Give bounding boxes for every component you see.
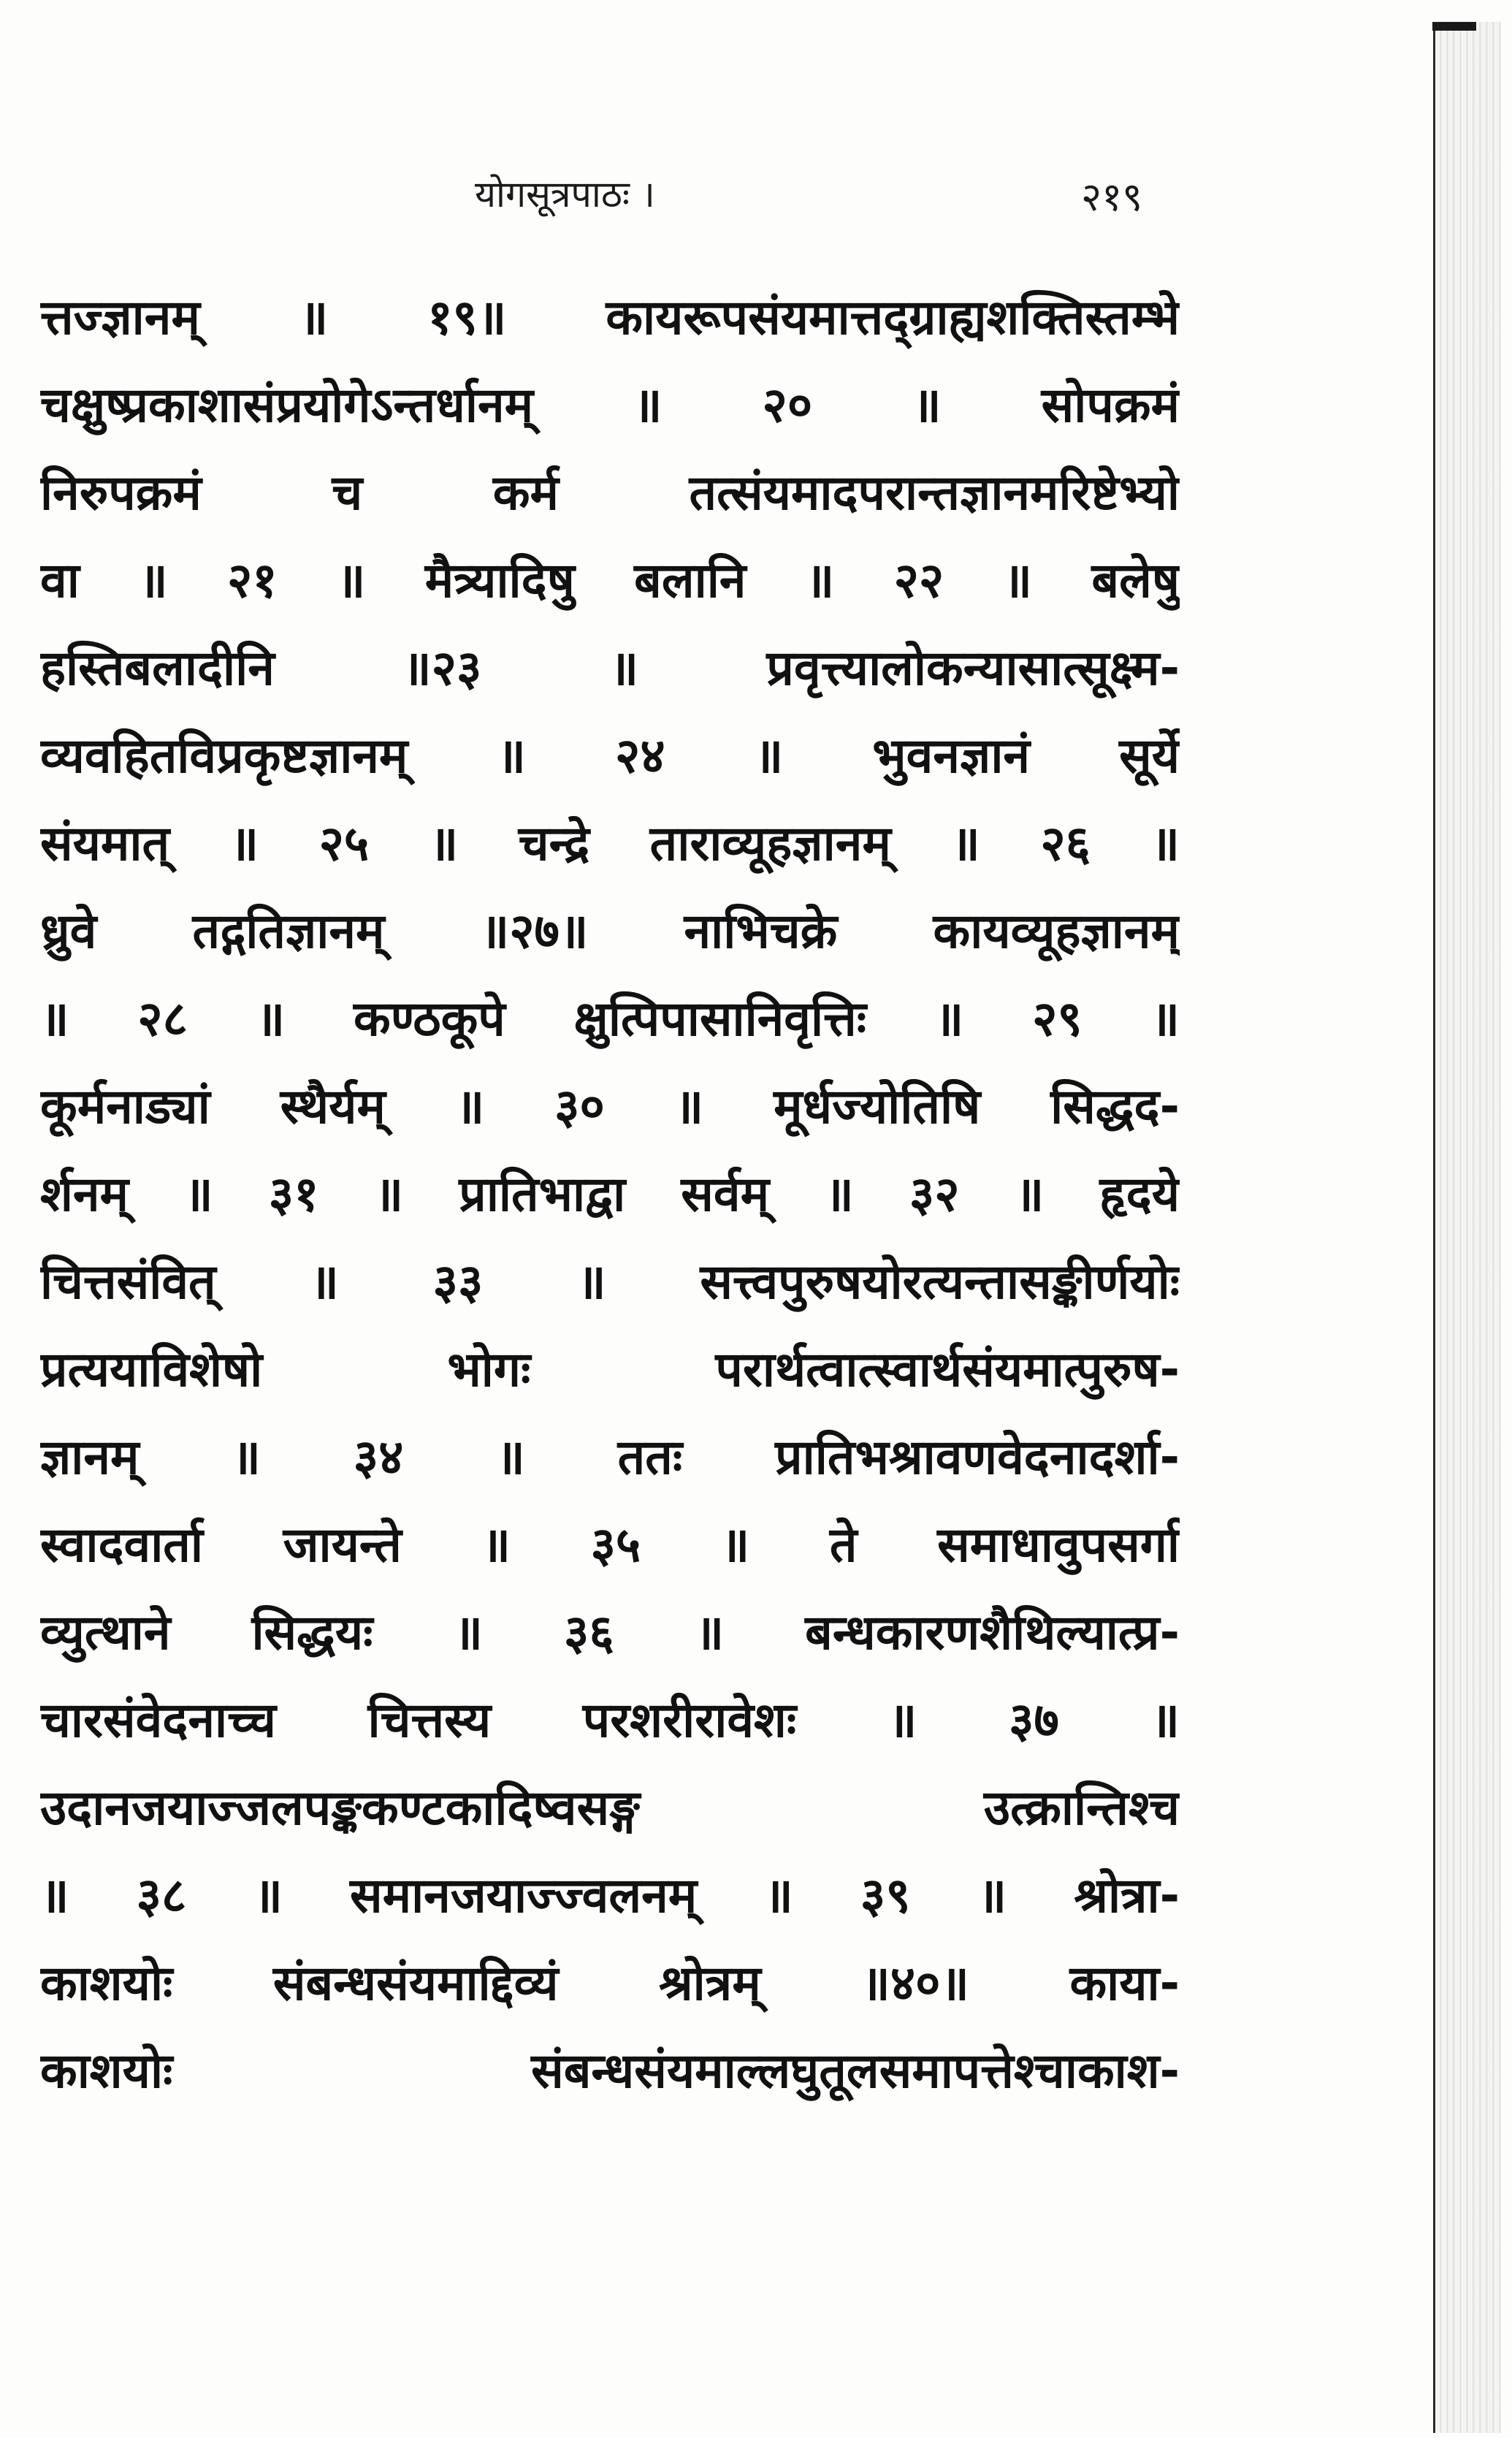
text-line: स्वादवार्ता जायन्ते ॥ ३५ ॥ ते समाधावुपसर्गा: [40, 1517, 1180, 1573]
text-line: काशयोः संबन्धसंयमाद्दिव्यं श्रोत्रम् ॥४०॥ काया-: [40, 1955, 1180, 2011]
text-line: व्युत्थाने सिद्धयः ॥ ३६ ॥ बन्धकारणशैथिल्यात्प्र-: [40, 1604, 1180, 1661]
text-line: काशयोः संबन्धसंयमाल्लघुतूलसमापत्तेश्चाकाश-: [40, 2043, 1180, 2099]
sutra-text-block: [40, 274, 1180, 2115]
text-line: कूर्मनाड्यां स्थैर्यम् ॥ ३० ॥ मूर्धज्योतिषि सिद्धद-: [40, 1078, 1180, 1135]
text-line: व्यवहितविप्रकृष्टज्ञानम् ॥ २४ ॥ भुवनज्ञानं सूर्ये: [40, 728, 1180, 784]
page-number: २१९: [1081, 174, 1143, 220]
text-line: चारसंवेदनाच्च चित्तस्य परशरीरावेशः ॥ ३७ ॥: [40, 1692, 1180, 1748]
page-binding-edge: [1433, 22, 1501, 2433]
text-line: प्रत्ययाविशेषो भोगः परार्थत्वात्स्वार्थसंयमात्पुरुष-: [40, 1341, 1180, 1398]
text-line: ॥ २८ ॥ कण्ठकूपे क्षुत्पिपासानिवृत्तिः ॥ २९ ॥: [40, 991, 1180, 1047]
text-line: चक्षुष्प्रकाशासंप्रयोगेऽन्तर्धानम् ॥ २० ॥ सोपक्रमं: [40, 377, 1180, 433]
text-line: निरुपक्रमं च कर्म तत्संयमादपरान्तज्ञानमरिष्टेभ्यो: [40, 465, 1180, 521]
text-line: हस्तिबलादीनि ॥२३ ॥ प्रवृत्त्यालोकन्यासात्सूक्ष्म-: [40, 640, 1180, 696]
text-line: वा ॥ २१ ॥ मैत्र्यादिषु बलानि ॥ २२ ॥ बलेषु: [40, 552, 1180, 609]
page-header: [0, 168, 1359, 234]
text-line: चित्तसंवित् ॥ ३३ ॥ सत्त्वपुरुषयोरत्यन्तासङ्कीर्णयोः: [40, 1254, 1180, 1310]
running-title: योगसूत्रपाठः ।: [475, 173, 655, 216]
text-line: उदानजयाज्जलपङ्ककण्टकादिष्वसङ्ग उत्क्रान्तिश्च: [40, 1780, 1180, 1836]
text-line: संयमात् ॥ २५ ॥ चन्द्रे ताराव्यूहज्ञानम् ॥ २६ ॥: [40, 815, 1180, 872]
text-line: ज्ञानम् ॥ ३४ ॥ ततः प्रातिभश्रावणवेदनादर्शा-: [40, 1429, 1180, 1485]
text-line: त्तज्ज्ञानम् ॥ १९॥ कायरूपसंयमात्तद्ग्राह्यशक्तिस्तम्भे: [40, 289, 1180, 346]
text-line: र्शनम् ॥ ३१ ॥ प्रातिभाद्वा सर्वम् ॥ ३२ ॥ हृदये: [40, 1166, 1180, 1222]
text-line: ॥ ३८ ॥ समानजयाज्ज्वलनम् ॥ ३९ ॥ श्रोत्रा-: [40, 1867, 1180, 1924]
text-line: ध्रुवे तद्गतिज्ञानम् ॥२७॥ नाभिचक्रे कायव्यूहज्ञानम्: [40, 903, 1180, 959]
